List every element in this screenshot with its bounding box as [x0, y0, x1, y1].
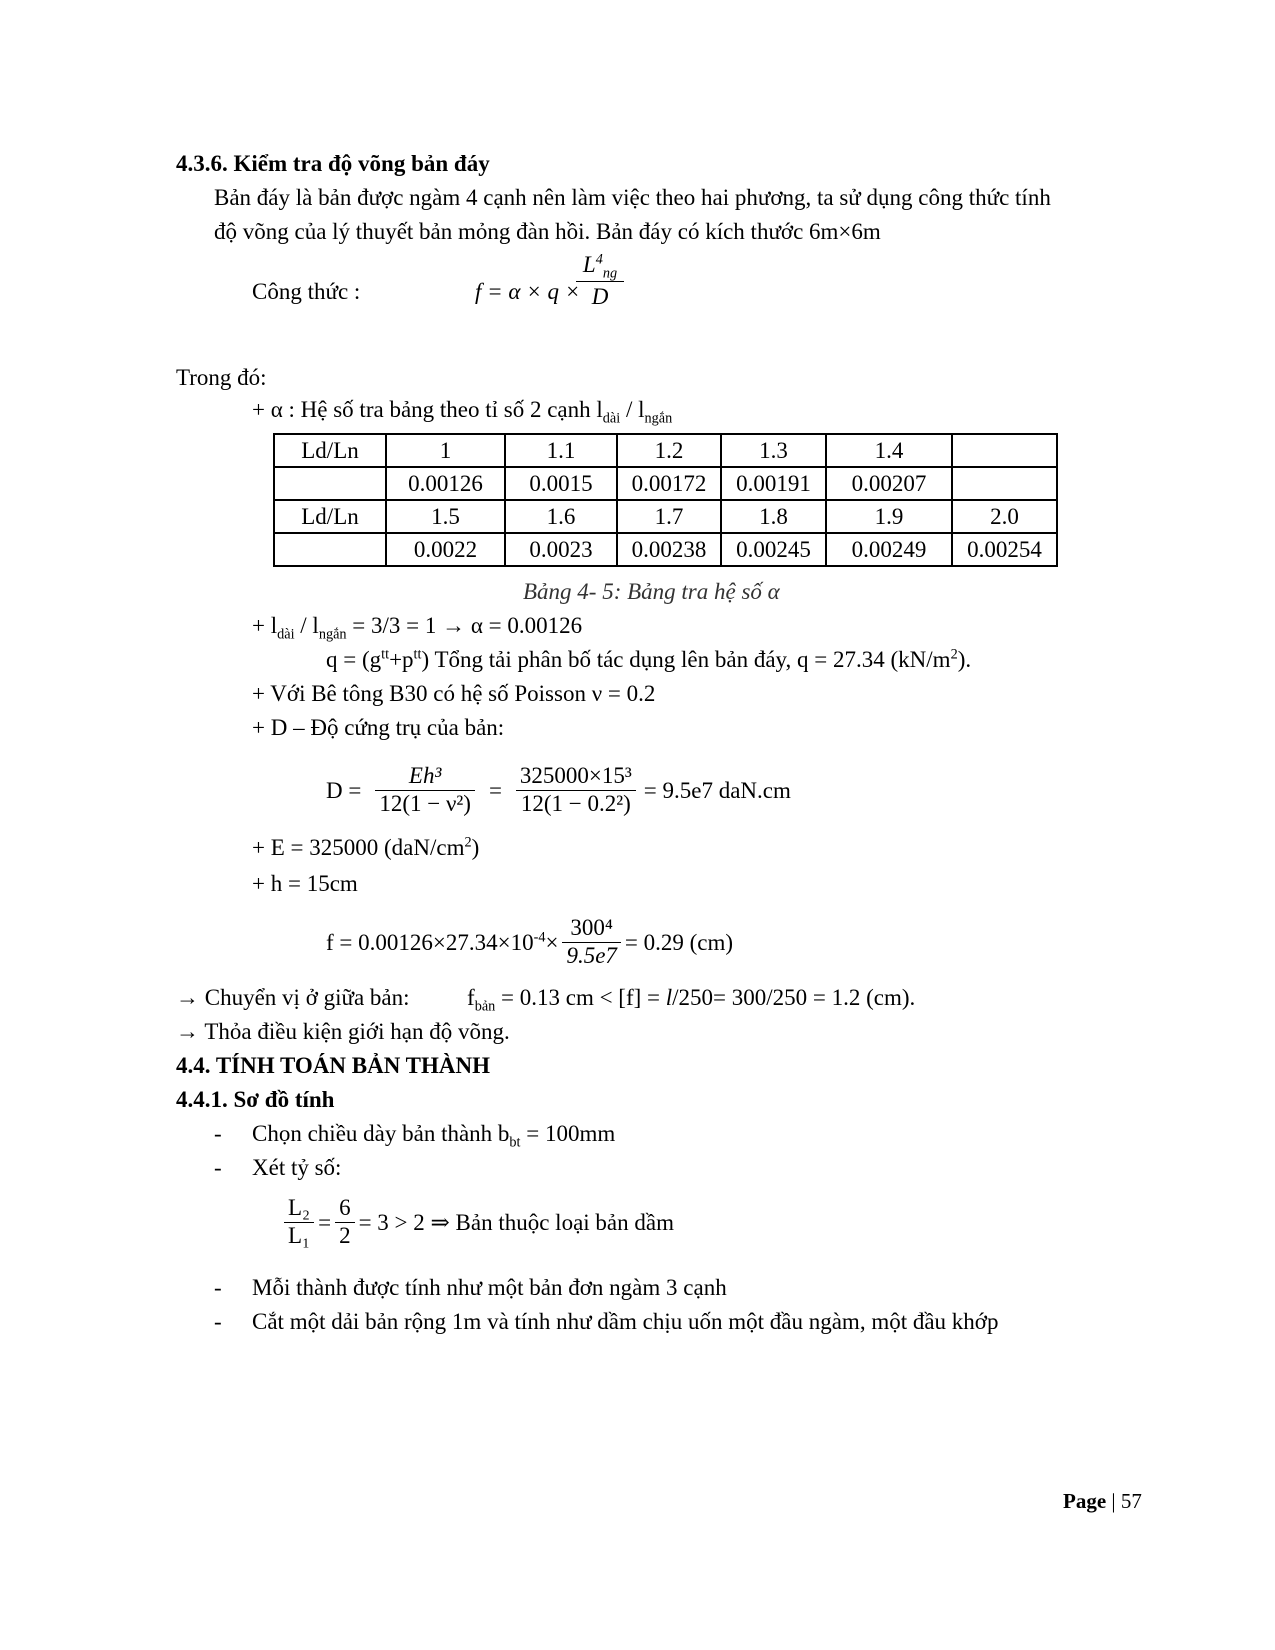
bullet-ratio-label: Xét tỷ số: [252, 1155, 342, 1180]
table-cell: 0.00191 [721, 467, 826, 500]
section-heading-44: 4.4. TÍNH TOÁN BẢN THÀNH [176, 1053, 490, 1078]
table-cell: 1.7 [617, 500, 721, 533]
table-cell: 1.8 [721, 500, 826, 533]
bullet-dash: - [214, 1309, 222, 1334]
table-cell [952, 434, 1057, 467]
paragraph-line-2: độ võng của lý thuyết bản mỏng đàn hồi. Bản đáy có kích thước 6m×6m [214, 219, 881, 244]
ratio-num-2: 6 [339, 1195, 351, 1221]
table-cell: 1.2 [617, 434, 721, 467]
d-eq: = [488, 777, 502, 803]
formula-label: Công thức : [252, 279, 361, 304]
bullet-dash: - [214, 1155, 222, 1180]
ratio-conclusion: = 3 > 2 ⇒ Bản thuộc loại bản dầm [358, 1209, 674, 1235]
page-footer [1063, 1491, 1142, 1512]
ratio-formula [284, 1190, 674, 1254]
table-cell: 1.5 [386, 500, 505, 533]
table-cell: Ld/Ln [274, 500, 386, 533]
alpha-description: + α : Hệ số tra bảng theo tỉ số 2 cạnh $l_{dài} / l_{ngắn}$ [252, 397, 673, 427]
table-row [274, 434, 1057, 467]
formula-denominator: D [576, 281, 624, 309]
deflection-formula [326, 910, 733, 974]
table-cell: 2.0 [952, 500, 1057, 533]
table-row [274, 467, 1057, 500]
section-heading-436: 4.3.6. Kiểm tra độ võng bản đáy [176, 151, 490, 176]
d-lhs: D = [326, 777, 362, 803]
f-lhs: $f = 0.00126\times 27.34\times 10^{-4}\times$ [326, 928, 559, 955]
stiffness-label: + D – Độ cứng trụ của bản: [252, 715, 505, 740]
formula-lhs: f = α × q × [475, 279, 581, 304]
ratio-den-2: 2 [335, 1222, 355, 1249]
poisson-line: + Với Bê tông B30 có hệ số Poisson ν = 0.2 [252, 681, 656, 706]
table-cell: 0.00238 [617, 533, 721, 566]
modulus-line: + E = 325000 $(daN/cm^2)$ [252, 834, 480, 860]
ratio-den: L₁ [284, 1222, 314, 1249]
thickness-line: + h = 15cm [252, 871, 358, 896]
table-row [274, 533, 1057, 566]
bullet-fixed-edges: Mỗi thành được tính như một bản đơn ngàm 3 cạnh [252, 1275, 727, 1300]
bullet-thickness: Chọn chiều dày bản thành $b_{bt} = 100mm$ [252, 1121, 616, 1151]
page-label: Page [1063, 1489, 1107, 1513]
table-cell: 1.6 [505, 500, 617, 533]
condition-ok-line: → Thỏa điều kiện giới hạn độ võng. [176, 1019, 510, 1044]
ratio-fraction-1 [284, 1195, 314, 1249]
d-frac1-num: Eh³ [408, 763, 442, 789]
f-result: = 0.29 (cm) [624, 929, 734, 955]
paragraph-line-1: Bản đáy là bản được ngàm 4 cạnh nên làm việc theo hai phương, ta sử dụng công thức tính [214, 185, 1051, 210]
table-cell: 0.00245 [721, 533, 826, 566]
f-fraction [562, 915, 620, 969]
table-cell: 0.00254 [952, 533, 1057, 566]
d-fraction-1 [375, 763, 475, 817]
table-cell: 0.00172 [617, 467, 721, 500]
ratio-fraction-2 [335, 1195, 355, 1249]
trong-do-label: Trong đó: [176, 365, 267, 390]
bullet-strip: Cắt một dải bản rộng 1m và tính như dầm chịu uốn một đầu ngàm, một đầu khớp [252, 1309, 999, 1334]
table-cell: 0.0023 [505, 533, 617, 566]
ratio-eq: = [318, 1209, 332, 1235]
d-fraction-2 [516, 763, 636, 817]
bullet-dash: - [214, 1275, 222, 1300]
page-number: 57 [1120, 1489, 1142, 1513]
d-frac2-den: 12(1 − 0.2²) [516, 790, 636, 817]
table-cell [952, 467, 1057, 500]
section-heading-441: 4.4.1. Sơ đồ tính [176, 1087, 335, 1112]
d-result: = 9.5e7 daN.cm [643, 777, 791, 803]
formula-fraction [576, 252, 624, 310]
table-cell: 1.1 [505, 434, 617, 467]
d-frac2-num: 325000×15³ [519, 763, 632, 789]
table-cell: Ld/Ln [274, 434, 386, 467]
table-caption: Bảng 4- 5: Bảng tra hệ số α [523, 579, 780, 604]
bullet-dash: - [214, 1121, 222, 1146]
table-cell: 0.00249 [826, 533, 952, 566]
f-num: 300⁴ [570, 915, 613, 941]
table-cell: 0.0022 [386, 533, 505, 566]
table-cell [274, 533, 386, 566]
d-frac1-den: 12(1 − ν²) [375, 790, 475, 817]
displacement-line: → Chuyển vị ở giữa bản: $f_{bản} = 0.13$ cm < [f] = l/250= 300/250 = 1.2 (cm). [176, 985, 916, 1015]
table-cell: 0.00207 [826, 467, 952, 500]
formula-numerator: $L^4_{ng}$ [582, 251, 618, 282]
ratio-num: L₂ [288, 1195, 311, 1221]
table-cell: 0.0015 [505, 467, 617, 500]
stiffness-formula [326, 760, 791, 820]
table-cell: 1.3 [721, 434, 826, 467]
table-cell: 1 [386, 434, 505, 467]
alpha-coefficient-table [273, 433, 1058, 567]
f-den: 9.5e7 [562, 942, 620, 969]
ratio-line: + $l_{dài} / l_{ngắn} = 3/3 = 1 \to \alpha = 0.00126$ [252, 613, 583, 643]
table-cell: 0.00126 [386, 467, 505, 500]
page-separator: | [1111, 1489, 1116, 1513]
load-line: $q = (g^{tt}+p^{tt})$ Tổng tải phân bố tác dụng lên bản đáy, q = 27.34 $(kN/m^2)$. [326, 646, 972, 672]
table-cell: 1.9 [826, 500, 952, 533]
table-row [274, 500, 1057, 533]
table-cell: 1.4 [826, 434, 952, 467]
table-cell [274, 467, 386, 500]
